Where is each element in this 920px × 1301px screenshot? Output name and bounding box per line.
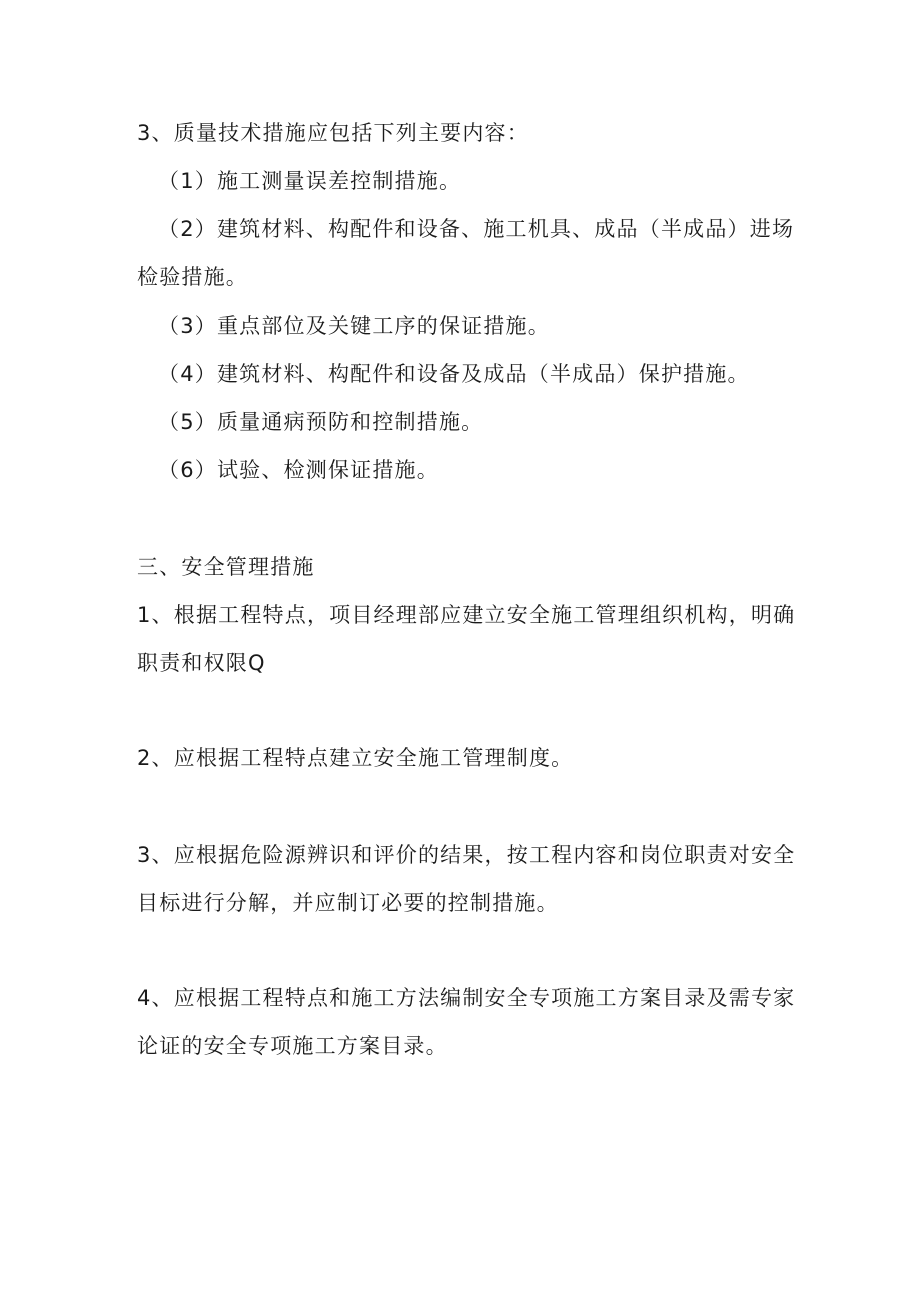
quality-item-3: （3）重点部位及关键工序的保证措施。 xyxy=(158,314,550,338)
quality-item-5: （5）质量通病预防和控制措施。 xyxy=(158,410,484,434)
safety-paragraph-1-line-1: 1、根据工程特点，项目经理部应建立安全施工管理组织机构，明确 xyxy=(137,603,796,627)
quality-item-2-continuation: 检验措施。 xyxy=(137,265,248,289)
safety-paragraph-3-line-1: 3、应根据危险源辨识和评价的结果，按工程内容和岗位职责对安全 xyxy=(137,843,796,867)
safety-paragraph-3-line-2: 目标进行分解，并应制订必要的控制措施。 xyxy=(137,891,559,915)
safety-paragraph-4-line-1: 4、应根据工程特点和施工方法编制安全专项施工方案目录及需专家 xyxy=(137,986,796,1010)
safety-paragraph-4-line-2: 论证的安全专项施工方案目录。 xyxy=(137,1034,448,1058)
quality-item-6: （6）试验、检测保证措施。 xyxy=(158,458,439,482)
safety-paragraph-2: 2、应根据工程特点建立安全施工管理制度。 xyxy=(137,746,574,770)
quality-item-2: （2）建筑材料、构配件和设备、施工机具、成品（半成品）进场 xyxy=(158,217,795,241)
section-title: 三、安全管理措施 xyxy=(137,555,315,579)
quality-measures-heading: 3、质量技术措施应包括下列主要内容： xyxy=(137,121,529,145)
safety-paragraph-1-line-2: 职责和权限Q xyxy=(137,651,266,675)
quality-item-4: （4）建筑材料、构配件和设备及成品（半成品）保护措施。 xyxy=(158,362,750,386)
quality-item-1: （1）施工测量误差控制措施。 xyxy=(158,169,462,193)
